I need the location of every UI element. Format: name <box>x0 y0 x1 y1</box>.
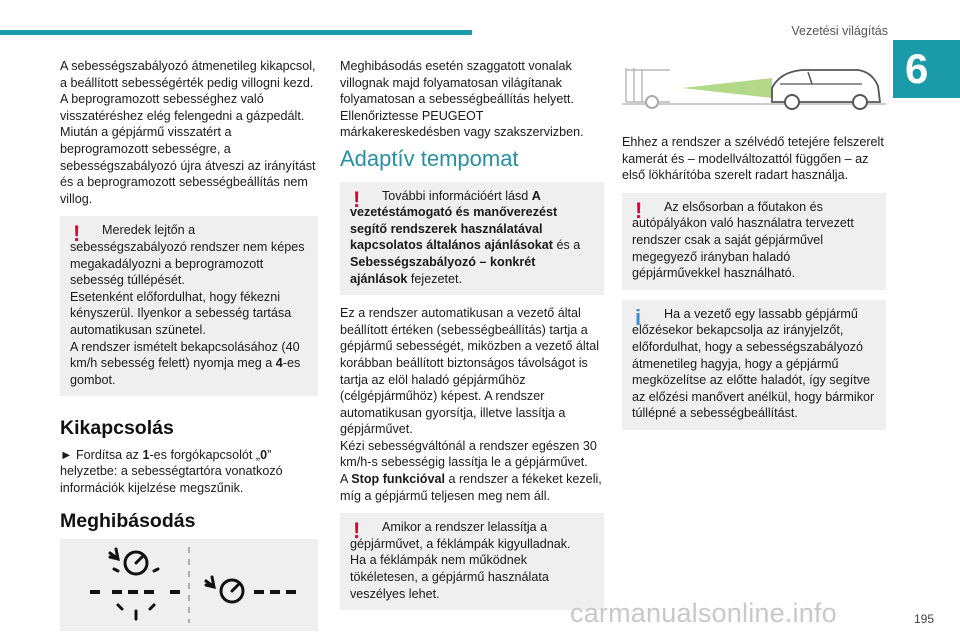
warning-note <box>60 216 318 396</box>
vehicle-radar-icon <box>622 58 886 120</box>
column-3 <box>622 58 886 440</box>
info-note: i Ha a vezető egy lassabb gépjármű előzésekor bekapcsolja az irányjelzőt, előfordulhat, hogy a sebességszabályozó átmenetileg hagyja, hogy a gépjármű megközelítse az előtte haladót, így segítve az előzési manővert anélkül, hogy bármikor túllépné a sebességbeállítást. <box>622 300 886 430</box>
warning-note-text: Meredek lejtőn a sebességszabályozó rendszer nem képes megakadályozni a beprogramozott sebesség túllépését. Esetenként előfordulhat, hogy fékezni kényszerül. Ilyenkor a sebesség tartása automatikusan szünetel. A rendszer ismételt bekapcsolásához (40 km/h sebesség felett) nyomja meg a <box>70 223 305 371</box>
heading-adaptiv-tempomat: Adaptív tempomat <box>340 145 519 171</box>
column-1 <box>60 58 318 631</box>
top-accent-bar <box>0 30 472 35</box>
info-icon: i <box>635 304 642 330</box>
fault-paragraph: Meghibásodás esetén szaggatott vonalak villognak majd folyamatosan világítanak folyamatosan a sebességbeállítás helyett. Ellenőriztesse PEUGEOT márkakereskedésben vagy szakszervizben. <box>340 59 584 140</box>
fault-display-illustration <box>60 539 318 631</box>
intro-paragraph: A sebességszabályozó átmenetileg kikapcsol, a beállított sebességérték pedig villogni kezd. A beprogramozott sebességhez való visszatéréshez elég felengedni a gázpedált. Miután a gépjármű visszatért a beprogramozott sebességre, a sebességszabályozó újra átveszi az irányítást és a beprogramozott sebességbeállítás nem villog. <box>60 59 316 206</box>
section-title: Vezetési világítás <box>791 24 888 38</box>
warning-exclamation-icon: ! <box>353 186 361 212</box>
warning-exclamation-icon: ! <box>353 518 361 544</box>
warning-exclamation-icon: ! <box>73 221 81 247</box>
vehicle-radar-illustration <box>622 58 886 120</box>
warning-exclamation-icon: ! <box>635 197 643 223</box>
chapter-tab: 6 <box>893 40 960 98</box>
brake-light-warning-note: ! Amikor a rendszer lelassítja a gépjárművet, a féklámpák kigyulladnak. Ha a féklámpák nem működnek tökéletesen, a gépjármű használata veszélyes lehet. <box>340 513 604 610</box>
kikapcsolas-paragraph: ► Fordítsa az 1-es forgókapcsolót „0” helyzetbe: a sebességtartóra vonatkozó információk kijelzése megszűnik. <box>60 447 283 496</box>
reference-note: ! További információért lásd A vezetéstámogató és manőverezést segítő rendszerek használatával kapcsolatos általános ajánlásokat és a Sebességszabályozó – konkrét ajánlások fejezetet. <box>340 182 604 296</box>
watermark: carmanualsonline.info <box>570 598 837 628</box>
adaptive-description: Ez a rendszer automatikusan a vezető által beállított értéken (sebességbeállítás) tartja a gépjármű sebességét, miközben a vezető által korábban beállított biztonságos távolságot is tartja az elöl haladó gépjárműhöz (célgépjárműhöz) képest. A rendszer automatikusan gyorsítja, illetve lassítja a gépjárművet. Kézi sebességváltónál a rendszer egészen 30 km/h-s sebességig lassítja le a gépjárművet. A Stop funkcióval a rendszer a fékeket kezeli, míg a gépjármű teljesen meg nem áll. <box>340 306 602 503</box>
camera-radar-paragraph: Ehhez a rendszer a szélvédő tetejére felszerelt kamerát és – modellváltozattól függően – az első lökhárítóba szerelt radart használja. <box>622 135 884 183</box>
heading-meghibasodas: Meghibásodás <box>60 509 196 532</box>
warning-note-end: -es gombot. <box>70 356 301 387</box>
heading-kikapcsolas: Kikapcsolás <box>60 417 174 440</box>
page-number: 195 <box>914 612 935 626</box>
column-2 <box>340 58 604 620</box>
speedometer-fault-icon <box>60 539 318 631</box>
usage-warning-note: ! Az elsősorban a főutakon és autópályákon való használatra tervezett rendszer csak a saját gépjárművel megegyező irányban haladó gépjárművekkel használható. <box>622 193 886 290</box>
warning-note-bold: 4 <box>275 356 283 371</box>
